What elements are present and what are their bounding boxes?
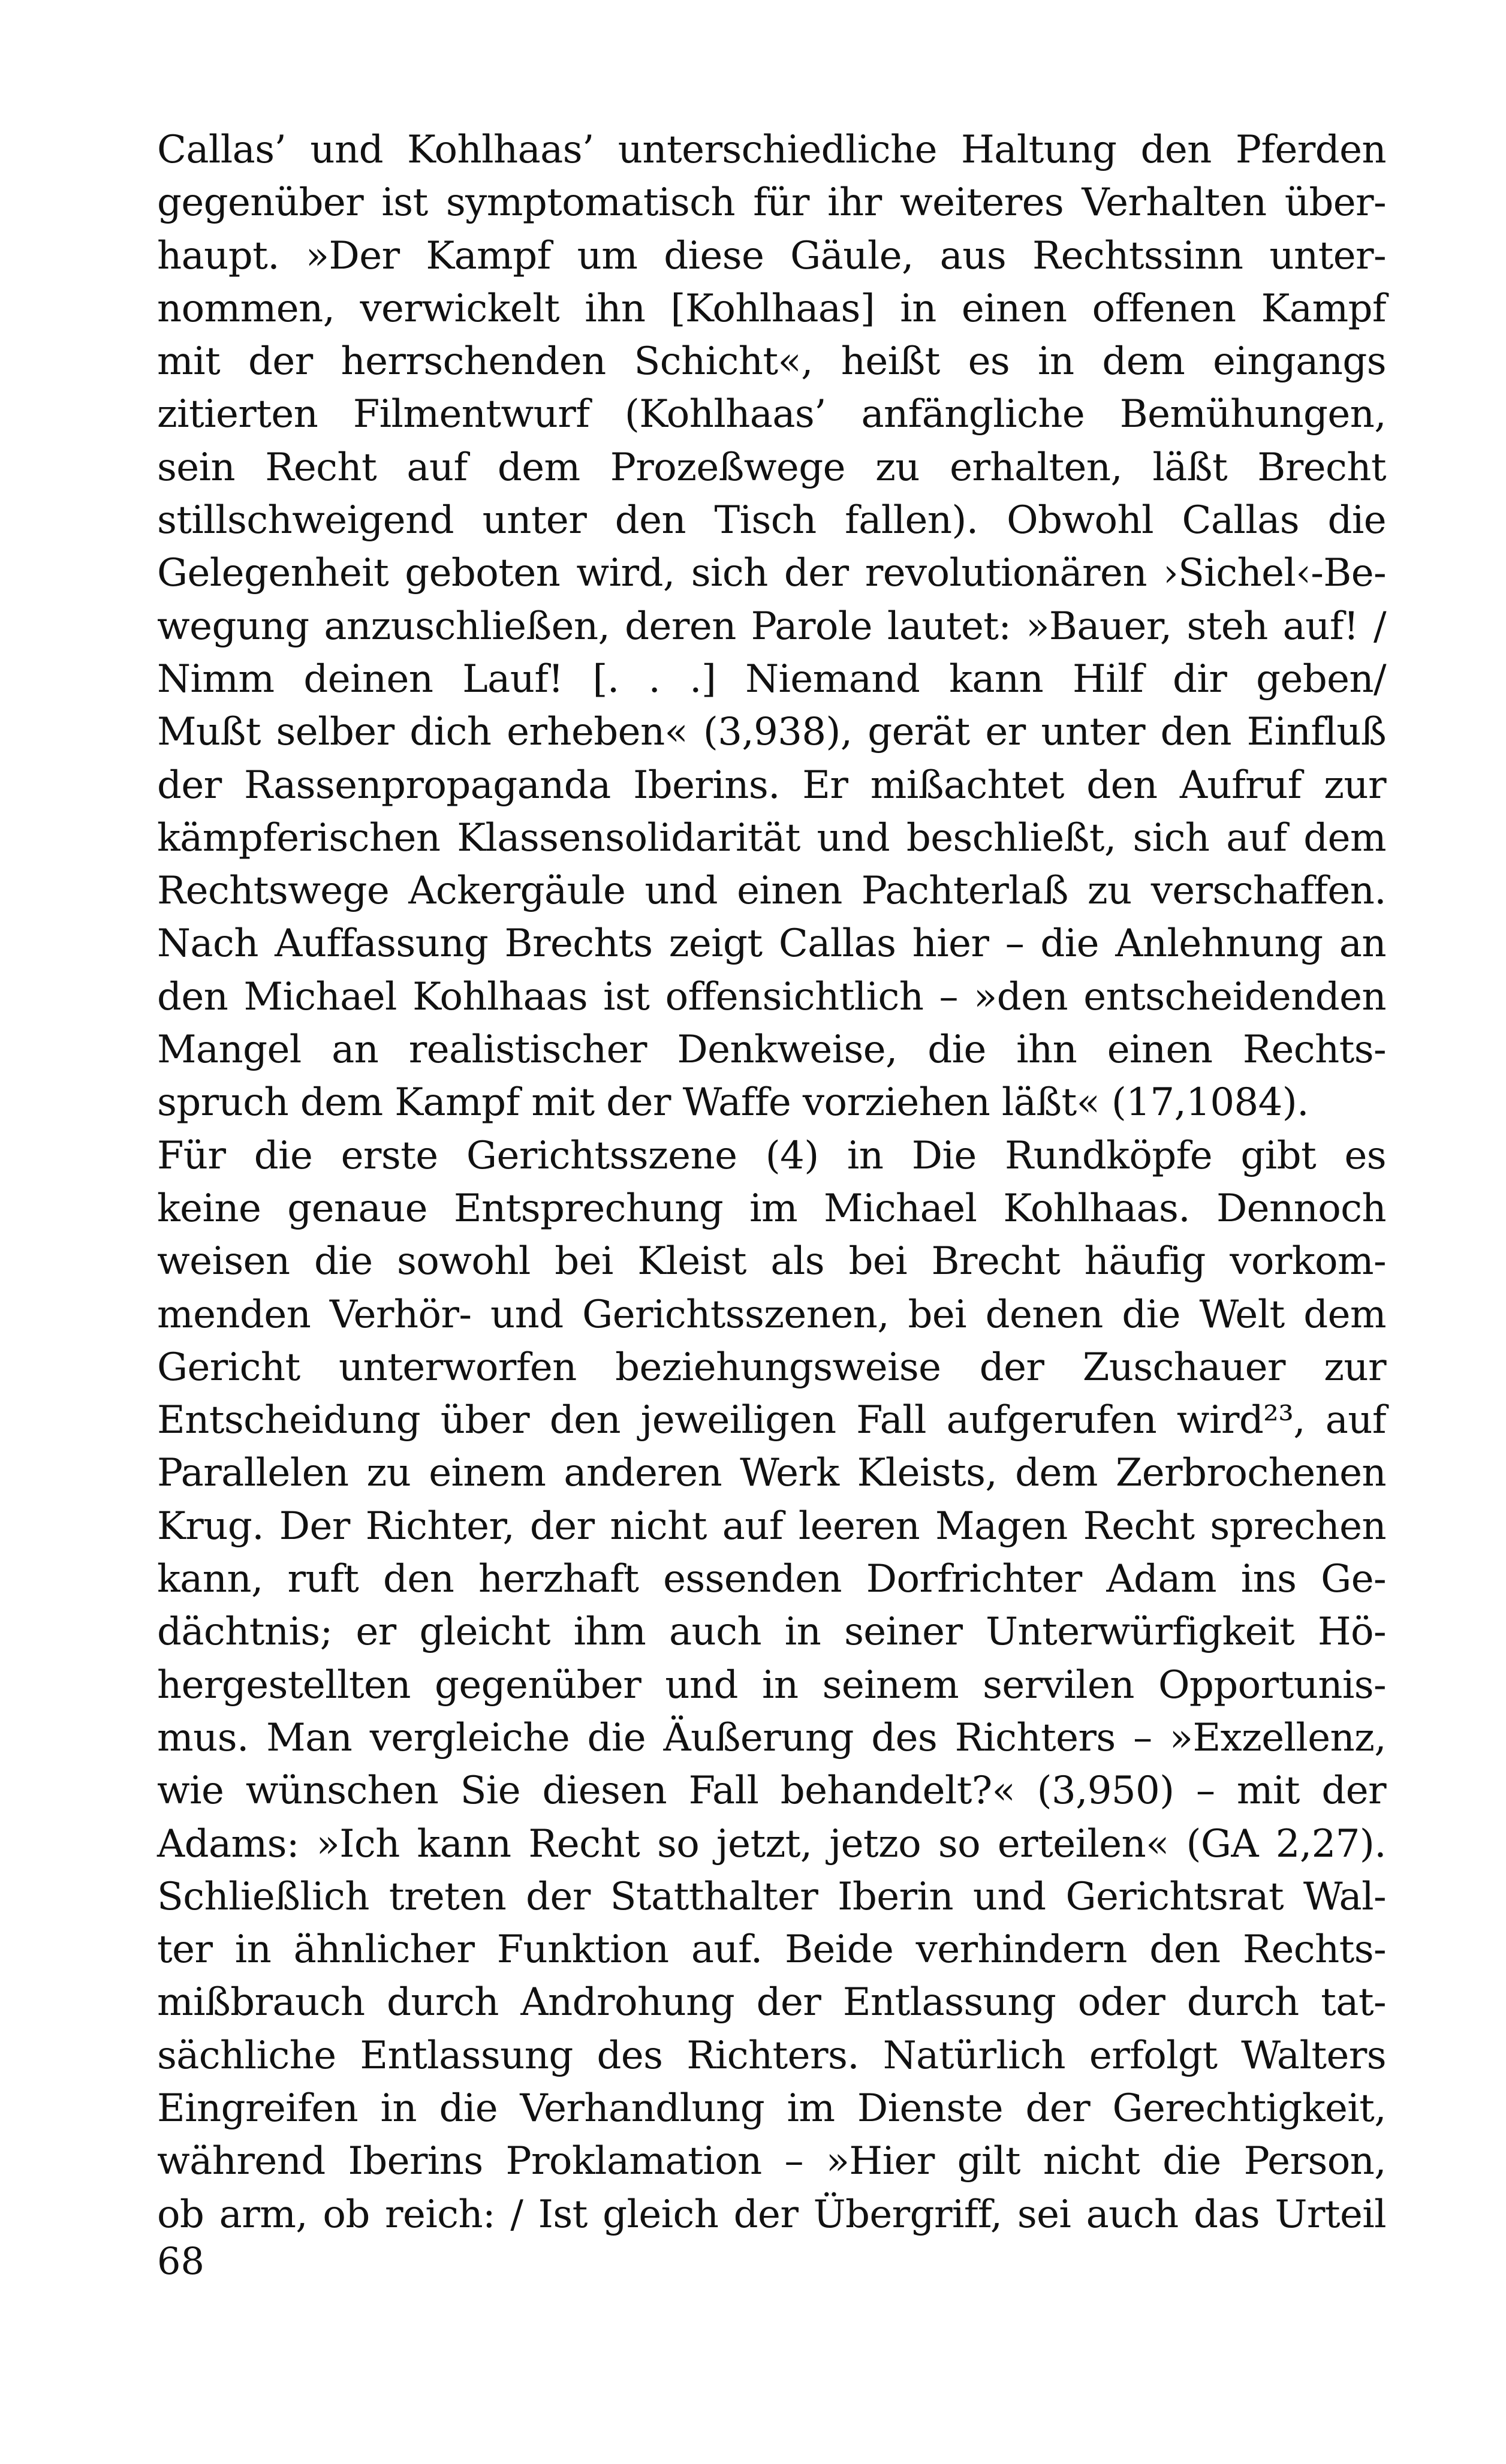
text-line: den Michael Kohlhaas ist offensichtlich – »den entscheidenden [157, 974, 1386, 1019]
text-line: spruch dem Kampf mit der Waffe vorziehen läßt« (17,1084). [157, 1080, 1309, 1125]
text-line: Rechtswege Ackergäule und einen Pachterlaß zu verschaffen. [157, 869, 1386, 914]
text-line: Für die erste Gerichtsszene (4) in Die Rundköpfe gibt es [157, 1133, 1386, 1178]
text-line: Parallelen zu einem anderen Werk Kleists, dem Zerbrochenen [157, 1451, 1386, 1496]
text-line: Schließlich treten der Statthalter Iberin und Gerichtsrat Wal- [157, 1874, 1386, 1919]
text-line: während Iberins Proklamation – »Hier gilt nicht die Person, [157, 2139, 1386, 2184]
text-line: stillschweigend unter den Tisch fallen). Obwohl Callas die [157, 498, 1386, 543]
text-line: zitierten Filmentwurf (Kohlhaas’ anfängliche Bemühungen, [157, 392, 1386, 437]
body-text [157, 123, 1386, 2241]
text-line: Eingreifen in die Verhandlung im Dienste der Gerechtigkeit, [157, 2086, 1386, 2131]
text-line: sein Recht auf dem Prozeßwege zu erhalten, läßt Brecht [157, 445, 1386, 490]
text-line: wegung anzuschließen, deren Parole lautet: »Bauer, steh auf! / [157, 604, 1386, 649]
text-line: Callas’ und Kohlhaas’ unterschiedliche Haltung den Pferden [157, 128, 1386, 172]
text-line: nommen, verwickelt ihn [Kohlhaas] in einen offenen Kampf [157, 286, 1386, 331]
text-line: wie wünschen Sie diesen Fall behandelt?« (3,950) – mit der [157, 1769, 1386, 1814]
text-line: haupt. »Der Kampf um diese Gäule, aus Rechtssinn unter- [157, 233, 1386, 278]
text-line: sächliche Entlassung des Richters. Natürlich erfolgt Walters [157, 2033, 1386, 2078]
text-line: Nimm deinen Lauf! [. . .] Niemand kann Hilf dir geben/ [157, 656, 1386, 701]
text-line: Gelegenheit geboten wird, sich der revolutionären ›Sichel‹-Be- [157, 551, 1386, 596]
text-line: dächtnis; er gleicht ihm auch in seiner Unterwürfigkeit Hö- [157, 1610, 1386, 1655]
text-line: ter in ähnlicher Funktion auf. Beide verhindern den Rechts- [157, 1927, 1386, 1972]
text-line: Mußt selber dich erheben« (3,938), gerät er unter den Einfluß [157, 710, 1386, 755]
text-line: Mangel an realistischer Denkweise, die ihn einen Rechts- [157, 1028, 1386, 1073]
page-number: 68 [157, 2239, 204, 2283]
text-line: Krug. Der Richter, der nicht auf leeren Magen Recht sprechen [157, 1504, 1386, 1549]
text-line: mit der herrschenden Schicht«, heißt es in dem eingangs [157, 339, 1386, 384]
text-line: menden Verhör- und Gerichtsszenen, bei denen die Welt dem [157, 1292, 1386, 1337]
text-line: keine genaue Entsprechung im Michael Kohlhaas. Dennoch [157, 1186, 1386, 1231]
text-line: weisen die sowohl bei Kleist als bei Brecht häufig vorkom- [157, 1239, 1386, 1284]
text-line: kann, ruft den herzhaft essenden Dorfrichter Adam ins Ge- [157, 1557, 1386, 1602]
text-line: Gericht unterworfen beziehungsweise der Zuschauer zur [157, 1345, 1386, 1390]
text-line: hergestellten gegenüber und in seinem servilen Opportunis- [157, 1662, 1386, 1707]
text-line: Entscheidung über den jeweiligen Fall aufgerufen wird²³, auf [157, 1398, 1386, 1443]
text-line: mißbrauch durch Androhung der Entlassung oder durch tat- [157, 1980, 1386, 2025]
text-line: mus. Man vergleiche die Äußerung des Richters – »Exzellenz, [157, 1715, 1386, 1760]
text-line: ob arm, ob reich: / Ist gleich der Übergriff, sei auch das Urteil [157, 2192, 1386, 2237]
text-line: gegenüber ist symptomatisch für ihr weiteres Verhalten über- [157, 180, 1386, 225]
text-line: Nach Auffassung Brechts zeigt Callas hier – die Anlehnung an [157, 921, 1386, 966]
text-line: kämpferischen Klassensolidarität und beschließt, sich auf dem [157, 815, 1386, 860]
text-line: der Rassenpropaganda Iberins. Er mißachtet den Aufruf zur [157, 763, 1386, 808]
text-line: Adams: »Ich kann Recht so jetzt, jetzo so erteilen« (GA 2,27). [157, 1821, 1386, 1866]
